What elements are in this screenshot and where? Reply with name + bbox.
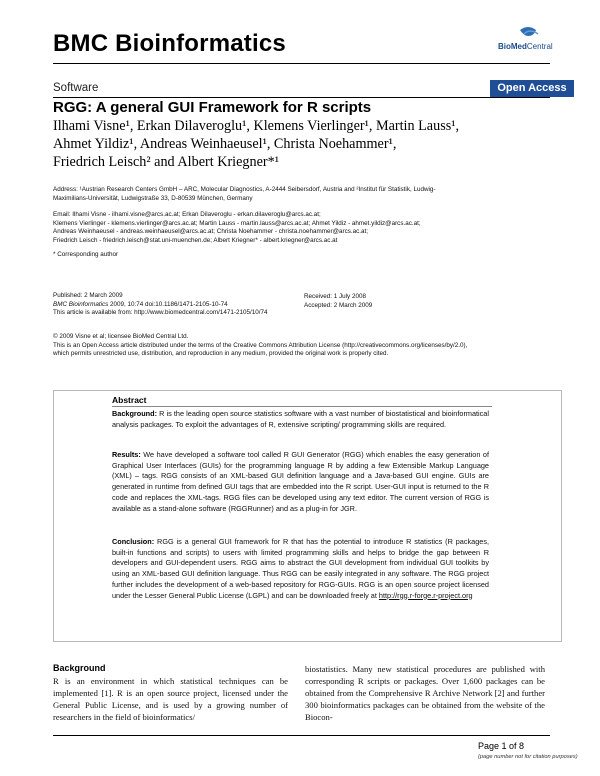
author-line: Ahmet Yildiz¹, Andreas Weinhaeusel¹, Christa Noehammer¹,: [53, 136, 397, 152]
article-section: Software: [53, 82, 99, 94]
abstract-results: Results: We have developed a software tool called R GUI Generator (RGG) which enables the easy generation of Graphical User Interfaces (GUIs) for the programming language R by adding a few Extensible Markup Language (XML) – tags. RGG consists of an XML-based GUI definition language and a Java-based GUI engine. GUIs are generated in runtime from defined GUI tags that are embedded into the R script. User-GUI input is returned to the R code and replaces the XML-tags. RGG files can be developed using any text editor. The current version of RGG is available as a stand-alone software (RGGRunner) and as a plug-in for JGR.: [112, 450, 489, 513]
body-column-left: R is an environment in which statistical techniques can be implemented [1]. R is an open source project, licensed under the General Public License, and is used by a growing number of researchers in the field of bioinformatics/: [53, 676, 288, 723]
body-column-right: biostatistics. Many new statistical procedures are published with corresponding R scripts or packages. Over 1,600 packages can be obtained from the Comprehensive R Archive Network [2] and further 300 bioinformatics packages can be obtained from the website of the Biocon-: [305, 664, 545, 723]
copyright-notice: © 2009 Visne et al; licensee BioMed Central Ltd. This is an Open Access article distributed under the terms of the Creative Commons Attribution License (http://creativecommons.org/licenses/by/2.0), which permits unrestricted use, distribution, and reproduction in any medium, provided the original work is properly cited.: [53, 333, 468, 358]
author-line: Ilhami Visne¹, Erkan Dilaveroglu¹, Klemens Vierlinger¹, Martin Lauss¹,: [53, 118, 460, 134]
section-rule: [53, 97, 550, 98]
article-title: RGG: A general GUI Framework for R scripts: [53, 99, 372, 116]
abstract-conclusion: Conclusion: RGG is a general GUI framework for R that has the potential to introduce R statistics (R packages, built-in functions and scripts) to users with limited programming skills and helps to bridge the gap between R developers and GUI-dependent users. RGG aims to abstract the GUI development from individual GUI toolkits by using an XML-based GUI definition language. Thus RGG can be easily integrated in any software. The RGG project further includes the development of a web-based repository for RGG-GUIs. RGG is an open source project licensed under the Lesser General Public License (LGPL) and can be downloaded freely at http://rgg.r-forge.r-project.org: [112, 537, 489, 600]
corresponding-author-note: * Corresponding author: [53, 251, 119, 258]
background-heading: Background: [53, 663, 106, 673]
author-line: Friedrich Leisch² and Albert Kriegner*¹: [53, 154, 279, 170]
citation: BMC Bioinformatics 2009, 10:74 doi:10.1186/1471-2105-10-74: [53, 300, 228, 308]
rgg-link[interactable]: http://rgg.r-forge.r-project.org: [378, 590, 473, 600]
page-number: Page 1 of 8: [478, 741, 525, 751]
open-access-badge: Open Access: [490, 80, 574, 97]
publication-info: [53, 292, 553, 318]
header-rule: [53, 63, 550, 64]
abstract-rule: [112, 406, 492, 407]
received-accepted: Received: 1 July 2008 Accepted: 2 March 2009: [304, 293, 373, 309]
page-number-note: (page number not for citation purposes): [478, 754, 578, 760]
journal-title: BMC Bioinformatics: [53, 30, 286, 57]
address: Address: ¹Austrian Research Centers GmbH – ARC, Molecular Diagnostics, A-2444 Seibersdorf, Austria and ²Institut für Statistik, Ludwig- Maximilians-Universität, Ludwigstraße 33, D-80539 München, Germany: [53, 186, 436, 202]
publisher-logo-text: BioMedCentral: [498, 42, 553, 51]
abstract-heading: Abstract: [112, 395, 147, 405]
footer-rule: [53, 735, 550, 736]
email-list: Email: Ilhami Visne - ilhami.visne@arcs.ac.at; Erkan Dilaveroglu - erkan.dilaveroglu@arcs.ac.at; Klemens Vierlinger - klemens.vierlinger@arcs.ac.at; Martin Lauss - martin.lauss@arcs.ac.at; Ahmet Yildiz - ahmet.yildiz@arcs.ac.at; Andreas Weinhaeusel - andreas.weinhaeusel@arcs.ac.at; Christa Noehammer - christa.noehammer@arcs.ac.at; Friedrich Leisch - friedrich.leisch@stat.uni-muenchen.de; Albert Kriegner* - albert.kriegner@arcs.ac.at: [53, 211, 421, 244]
author-list: [53, 117, 573, 171]
published-date: Published: 2 March 2009: [53, 292, 123, 299]
article-url[interactable]: This article is available from: http://www.biomedcentral.com/1471-2105/10/74: [53, 309, 268, 317]
abstract-background: Background: R is the leading open source statistics software with a vast number of biostatistical and bioinformatical analysis packages. To exploit the advantages of R, extensive scripting/ programming skills are required.: [112, 409, 489, 429]
